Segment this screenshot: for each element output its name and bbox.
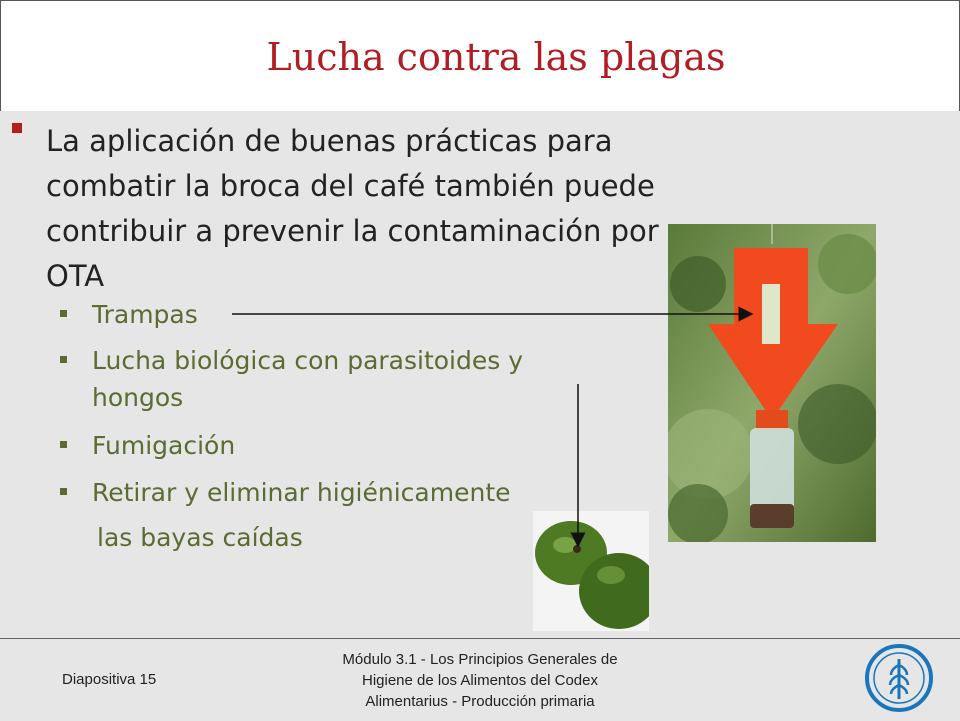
sub-bullet-marker [60, 356, 67, 363]
insect-trap-photo [668, 224, 876, 542]
sub-bullet-fumigacion: Fumigación [92, 431, 236, 460]
module-caption-line1: Módulo 3.1 - Los Principios Generales de [342, 651, 618, 668]
sub-bullet-marker [60, 441, 67, 448]
module-caption-line2: Higiene de los Alimentos del Codex [362, 672, 598, 689]
fao-logo-icon [864, 643, 934, 713]
sub-bullet-lucha-biologica-cont: hongos [92, 383, 184, 412]
sub-bullet-retirar: Retirar y eliminar higiénicamente [92, 478, 511, 507]
sub-bullet-marker [60, 488, 67, 495]
footer [0, 638, 960, 721]
title-box [0, 0, 960, 112]
slide-number: Diapositiva 15 [62, 671, 157, 688]
slide-title: Lucha contra las plagas [266, 35, 726, 79]
sub-bullet-trampas: Trampas [92, 300, 198, 329]
main-bullet-text: La aplicación de buenas prácticas para combatir la broca del café también puede contribuir a prevenir la contaminación por OTA [46, 124, 659, 293]
main-bullet-marker [12, 123, 22, 133]
sub-bullet-marker [60, 310, 67, 317]
coffee-berries-photo [533, 511, 649, 631]
module-caption-line3: Alimentarius - Producción primaria [365, 693, 595, 710]
sub-bullet-retirar-cont: las bayas caídas [97, 523, 303, 552]
sub-bullet-lucha-biologica: Lucha biológica con parasitoides y [92, 346, 524, 375]
module-caption [300, 649, 660, 712]
